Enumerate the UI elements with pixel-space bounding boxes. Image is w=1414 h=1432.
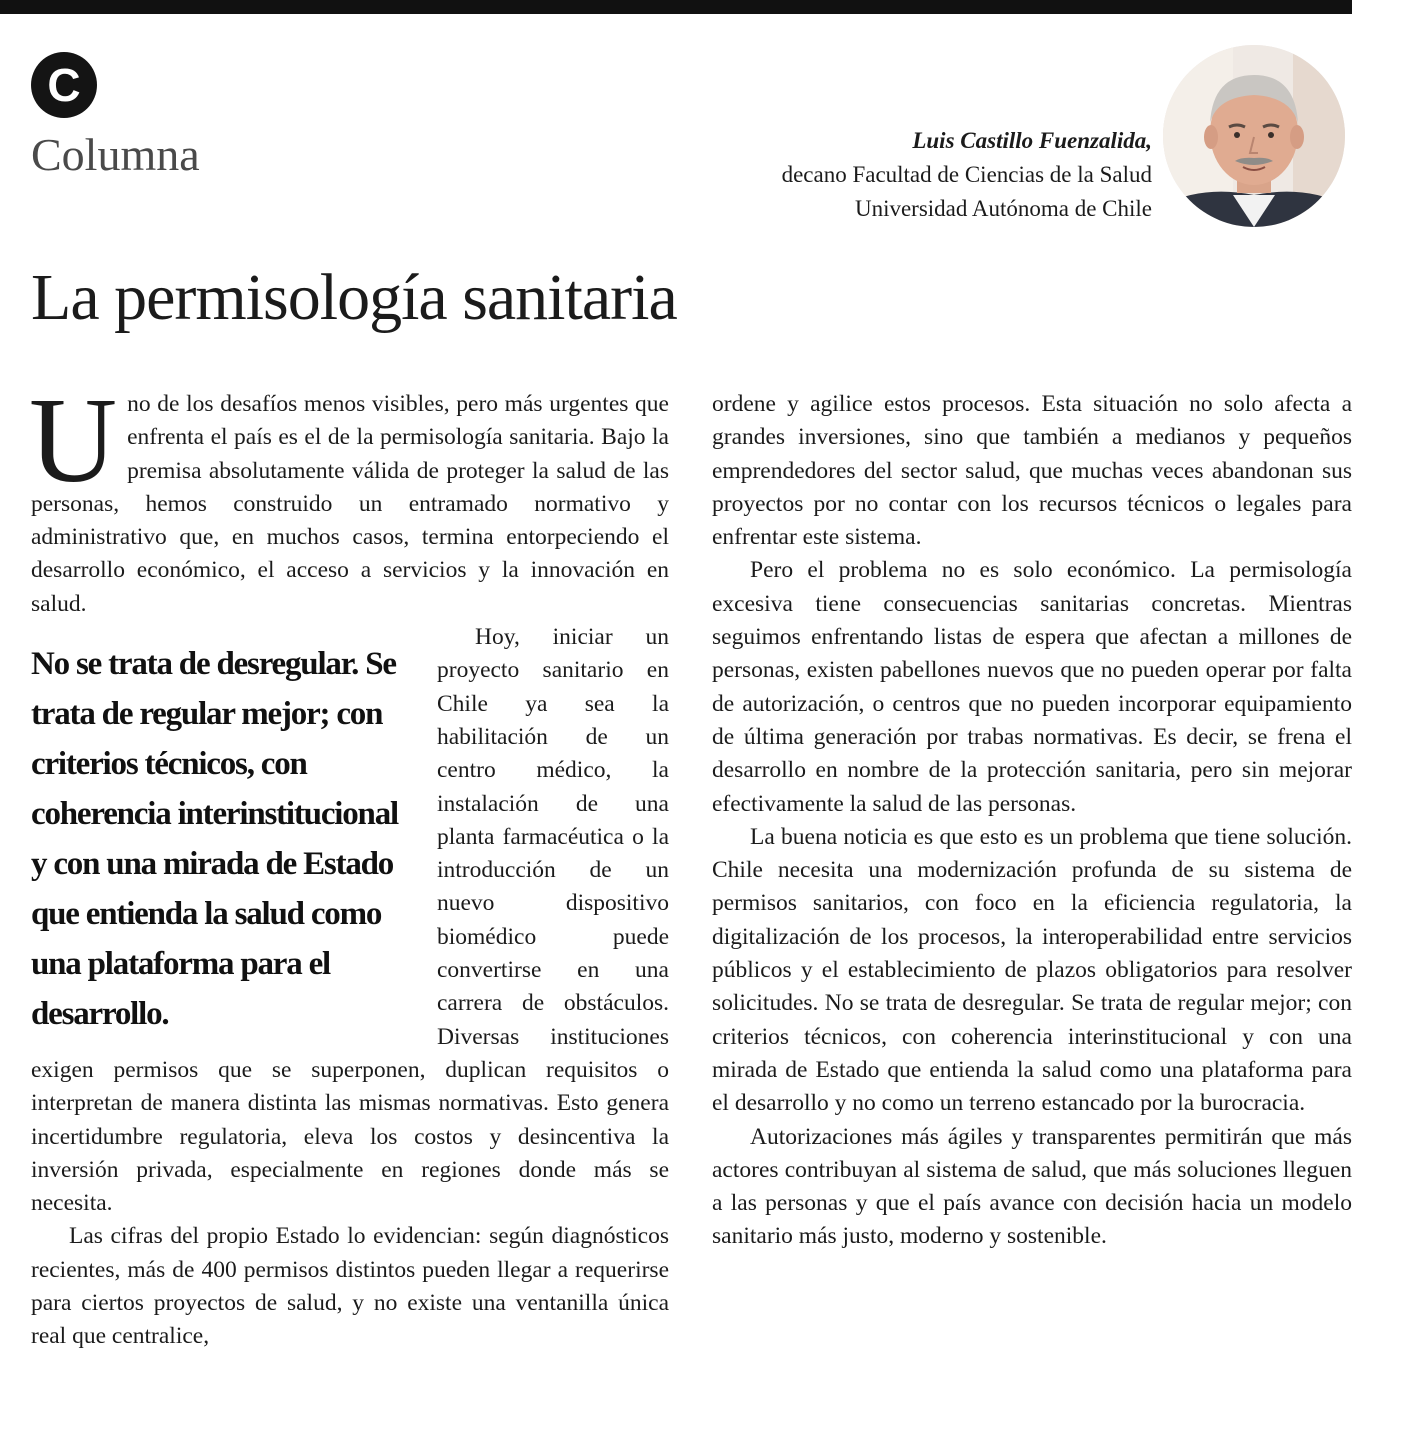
drop-cap: U [29,373,118,508]
paragraph-4: Pero el problema no es solo económico. La permisología excesiva tiene consecuencias sanitarias concretas. Mientras seguimos enfrentando listas de espera que afectan a millones de personas, existen pabellones nuevos que no pueden operar por falta de autorización, o centros que no pueden incorporar equipamiento de última generación por trabas normativas. Es decir, se frena el desarrollo en nombre de la protección sanitaria, pero sin mejorar efectivamente la salud de las personas. [712,557,1352,817]
author-photo [1163,45,1345,227]
paragraph-2: Hoy, iniciar un proyecto sanitario en Chile ya sea la habilitación de un centro médico, la instalación de una planta farmacéutica o la introducción de un nuevo dispositivo biomédico puede convertirse en una carrera de obstáculos. Diversas instituciones exigen permisos que se superponen, duplican requisitos o interpretan de manera distinta las mismas normativas. Esto genera incertidumbre regulatoria, eleva los costos y desincentiva la inversión privada, especialmente en regiones donde más se necesita. [31,624,669,1217]
pull-quote: No se trata de desregular. Se trata de regular mejor; con criterios técnicos, con coherencia interinstitucional y con una mirada de Estado que entienda la salud como una plataforma para el desarrollo. [31,646,398,1033]
author-institution: Universidad Autónoma de Chile [854,196,1152,221]
paragraph-5: La buena noticia es que esto es un problema que tiene solución. Chile necesita una modernización profunda de su sistema de permisos sanitarios, con foco en la eficiencia regulatoria, la digitalización de los procesos, la interoperabilidad entre servicios públicos y el establecimiento de plazos obligatorios para resolver solicitudes. No se trata de desregular. Se trata de regular mejor; con criterios técnicos, con coherencia interinstitucional y con una mirada de Estado que entienda la salud como una plataforma para el desarrollo y no como un terreno estancado por la burocracia. [712,823,1352,1117]
author-role: decano Facultad de Ciencias de la Salud [781,162,1152,187]
top-rule [0,0,1352,14]
paragraph-1-text: no de los desafíos menos visibles, pero más urgentes que enfrenta el país es el de la permisología sanitaria. Bajo la premisa absolutamente válida de proteger la salud de las personas, hemos construido un entramado normativo y administrativo que, en muchos casos, termina entorpeciendo el desarrollo económico, el acceso a servicios y la innovación en salud. [31,391,669,617]
paragraph-3-start: Las cifras del propio Estado lo evidencian: según diagnósticos recientes, más de 400 permisos distintos pueden llegar a requerirse para ciertos proyectos de salud, y no existe una ventanilla única real que centralice, [31,1223,669,1350]
section-badge: C [31,52,97,118]
headline: La permisología sanitaria [31,261,677,334]
paragraph-2-wrap [31,621,669,1220]
paragraph-6: Autorizaciones más ágiles y transparentes permitirán que más actores contribuyan al sistema de salud, que más soluciones lleguen a las personas y que el país avance con decisión hacia un modelo sanitario más justo, moderno y sostenible. [712,1123,1352,1250]
article-column-right [712,388,1352,1254]
article-column-left [29,373,669,1354]
paragraph-1 [29,373,669,621]
paragraph-3-continued: ordene y agilice estos procesos. Esta situación no solo afecta a grandes inversiones, sino que también a medianos y pequeños emprendedores del sector salud, que muchas veces abandonan sus proyectos por no contar con los recursos técnicos o legales para enfrentar este sistema. [712,391,1352,551]
byline [782,124,1152,226]
author-name: Luis Castillo Fuenzalida, [912,128,1152,153]
section-label: Columna [31,129,200,180]
